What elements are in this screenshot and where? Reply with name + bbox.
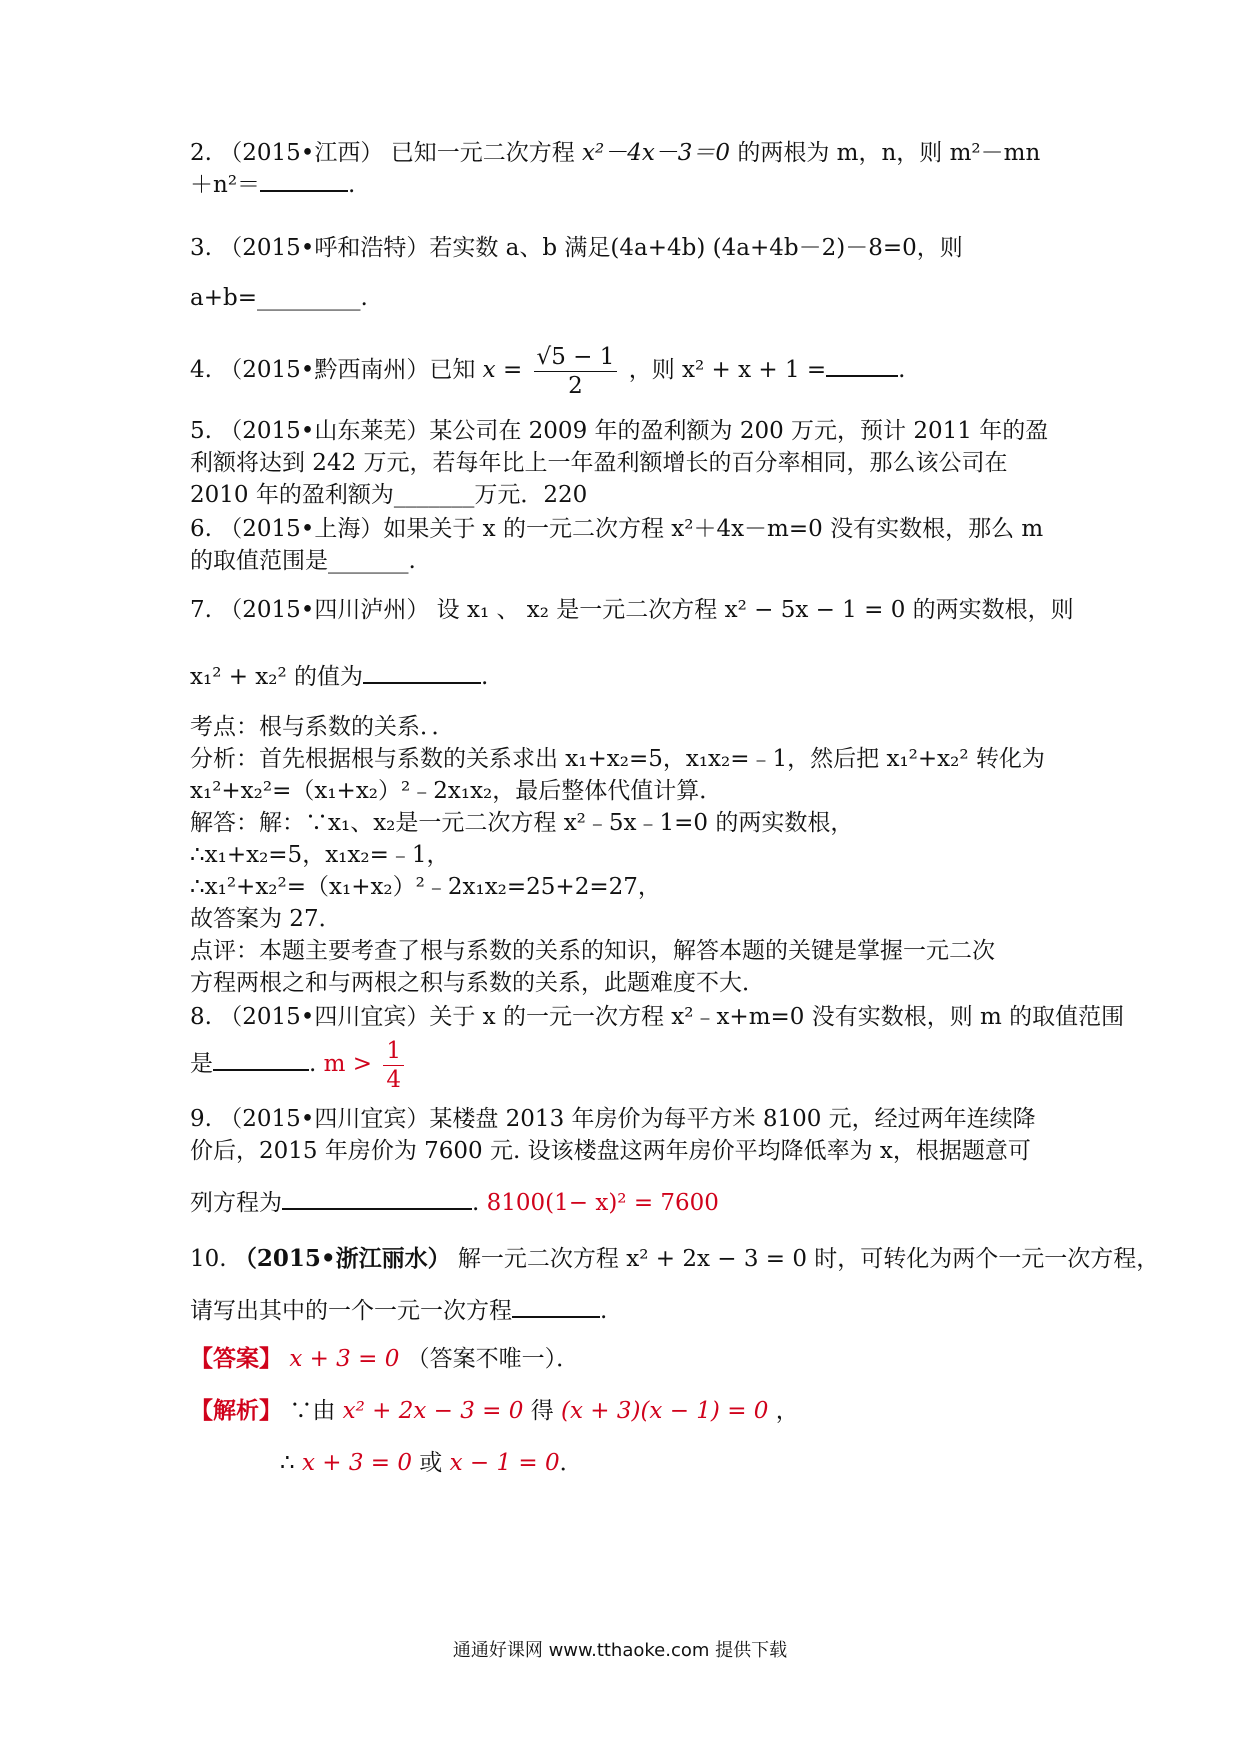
question-9-line-3: 列方程为 . 8100(1− x)² = 7600 [190,1186,719,1218]
punctuation: ． [559,1450,583,1476]
solution-answer-4: 故答案为 27． [190,906,342,932]
solution-answer-1: 解答：解：∵x₁、x₂是一元二次方程 x²﹣5x﹣1=0 的两实数根， [190,810,854,836]
solution-equation: x + 3 = 0 [301,1450,412,1476]
question-text: 的两根为 m，n，则 m²－mn [737,140,1041,166]
answer-blank [260,168,348,192]
question-text: 已知一元二次方程 [390,140,575,166]
question-text: 4. （2015•黔西南州）已知 [190,357,476,383]
question-3-line-1: 3. （2015•呼和浩特）若实数 a、b 满足(4a+4b) (4a+4b－2)－8=0，则 [190,235,963,261]
solution-answer-2: ∴x₁+x₂=5，x₁x₂=﹣1， [190,842,450,868]
solution-kaodian: 考点：根与系数的关系．． [190,714,455,740]
question-8-line-2: 是 . m > $\frac{1}{4}$ [190,1036,408,1096]
variable: x = [482,357,523,383]
answer-tag: 【答案】 [190,1345,282,1372]
answer-blank [282,1186,472,1210]
fraction-numerator: 1 [383,1037,404,1066]
fraction-numerator: √5 − 1 [534,343,618,372]
question-number: 2. [190,140,212,166]
analysis-text: 得 [530,1398,554,1424]
fraction-denominator: 4 [386,1066,401,1093]
answer-equation: x + 3 = 0 [289,1346,400,1372]
solution-analysis-1: 分析：首先根据根与系数的关系求出 x₁+x₂=5，x₁x₂=﹣1，然后把 x₁²+x₂² 转化为 [190,746,1045,772]
question-7-line-2: x₁² + x₂² 的值为 . [190,660,488,692]
solution-comment-2: 方程两根之和与两根之积与系数的关系，此题难度不大． [190,970,765,996]
solution-comment-1: 点评：本题主要考查了根与系数的关系的知识，解答本题的关键是掌握一元二次 [190,938,995,964]
analysis-equation: (x + 3)(x − 1) = 0 [561,1398,769,1424]
question-source: （2015•江西） [219,140,384,166]
question-9-line-2: 价后，2015 年房价为 7600 元. 设该楼盘这两年房价平均降低率为 x，根据题意可 [190,1138,1031,1164]
answer-blank [213,1047,309,1071]
question-9-line-1: 9. （2015•四川宜宾）某楼盘 2013 年房价为每平方米 8100 元，经过两年连续降 [190,1106,1036,1132]
answer-blank [826,353,898,377]
solution-analysis-2: x₁²+x₂²=（x₁+x₂）²﹣2x₁x₂，最后整体代值计算． [190,778,723,804]
question-source: （2015•浙江丽水） [233,1245,451,1272]
fraction-denominator: 2 [568,372,583,399]
question-5-line-3: 2010 年的盈利额为_______万元．220 [190,482,588,508]
answer-blank [363,660,481,684]
question-text: x₁² + x₂² 的值为 [190,664,364,690]
analysis-equation: x² + 2x − 3 = 0 [342,1398,524,1424]
question-8-line-1: 8. （2015•四川宜宾）关于 x 的一元一次方程 x²﹣x+m=0 没有实数根，则 m 的取值范围 [190,1004,1125,1030]
question-10-therefore [280,1448,583,1478]
solution-answer-3: ∴x₁²+x₂²=（x₁+x₂）²﹣2x₁x₂=25+2=27， [190,874,661,900]
question-2-line-2: ＋n²＝ . [190,168,355,200]
therefore-symbol: ∴ [280,1450,295,1476]
page-footer: 通通好课网 www.tthaoke.com 提供下载 [452,1640,788,1661]
equation: x²－4x－3＝0 [582,140,731,166]
question-10-line-1 [190,1244,1159,1274]
question-text: 请写出其中的一个一元一次方程 [190,1298,512,1324]
analysis-text: ∵由 [289,1398,336,1424]
question-2-line-1 [190,138,1040,168]
question-4: 4. （2015•黔西南州）已知 x = $\frac{√5 - 1}{2}$ ，则 x² + x + 1 = . [190,343,906,399]
question-5-line-1: 5. （2015•山东莱芜）某公司在 2009 年的盈利额为 200 万元，预计 2011 年的盈 [190,418,1049,444]
question-10-answer [190,1344,579,1374]
analysis-tag: 【解析】 [190,1397,282,1424]
question-number: 10. [190,1246,227,1272]
question-6-line-1: 6. （2015•上海）如果关于 x 的一元二次方程 x²＋4x－m=0 没有实数根，那么 m [190,516,1044,542]
solution-equation: x − 1 = 0 [449,1450,560,1476]
answer-fraction [383,1037,404,1094]
question-text: 是 [190,1051,213,1077]
answer-equation: 8100(1− x)² = 7600 [486,1190,719,1216]
answer-inequality: m > [323,1051,373,1077]
question-text: ，则 x² + x + 1 = [628,357,827,383]
question-text: 列方程为 [190,1190,282,1216]
answer-blank [512,1294,600,1318]
fraction [534,343,618,400]
question-6-line-2: 的取值范围是_______. [190,548,416,574]
analysis-text: ， [775,1398,799,1424]
question-3-line-2: a+b=_________. [190,285,368,311]
question-text: ＋n²＝ [190,172,261,198]
question-7-line-1: 7. （2015•四川泸州） 设 x₁ 、 x₂ 是一元二次方程 x² − 5x − 1 = 0 的两实数根，则 [190,597,1074,623]
answer-note: （答案不唯一）． [406,1346,580,1372]
question-10-line-2: 请写出其中的一个一元一次方程 . [190,1294,607,1326]
question-10-analysis [190,1396,799,1426]
connective-text: 或 [419,1450,443,1476]
question-5-line-2: 利额将达到 242 万元，若每年比上一年盈利额增长的百分率相同，那么该公司在 [190,450,1008,476]
question-text: 解一元二次方程 x² + 2x − 3 = 0 时，可转化为两个一元一次方程， [457,1246,1160,1272]
